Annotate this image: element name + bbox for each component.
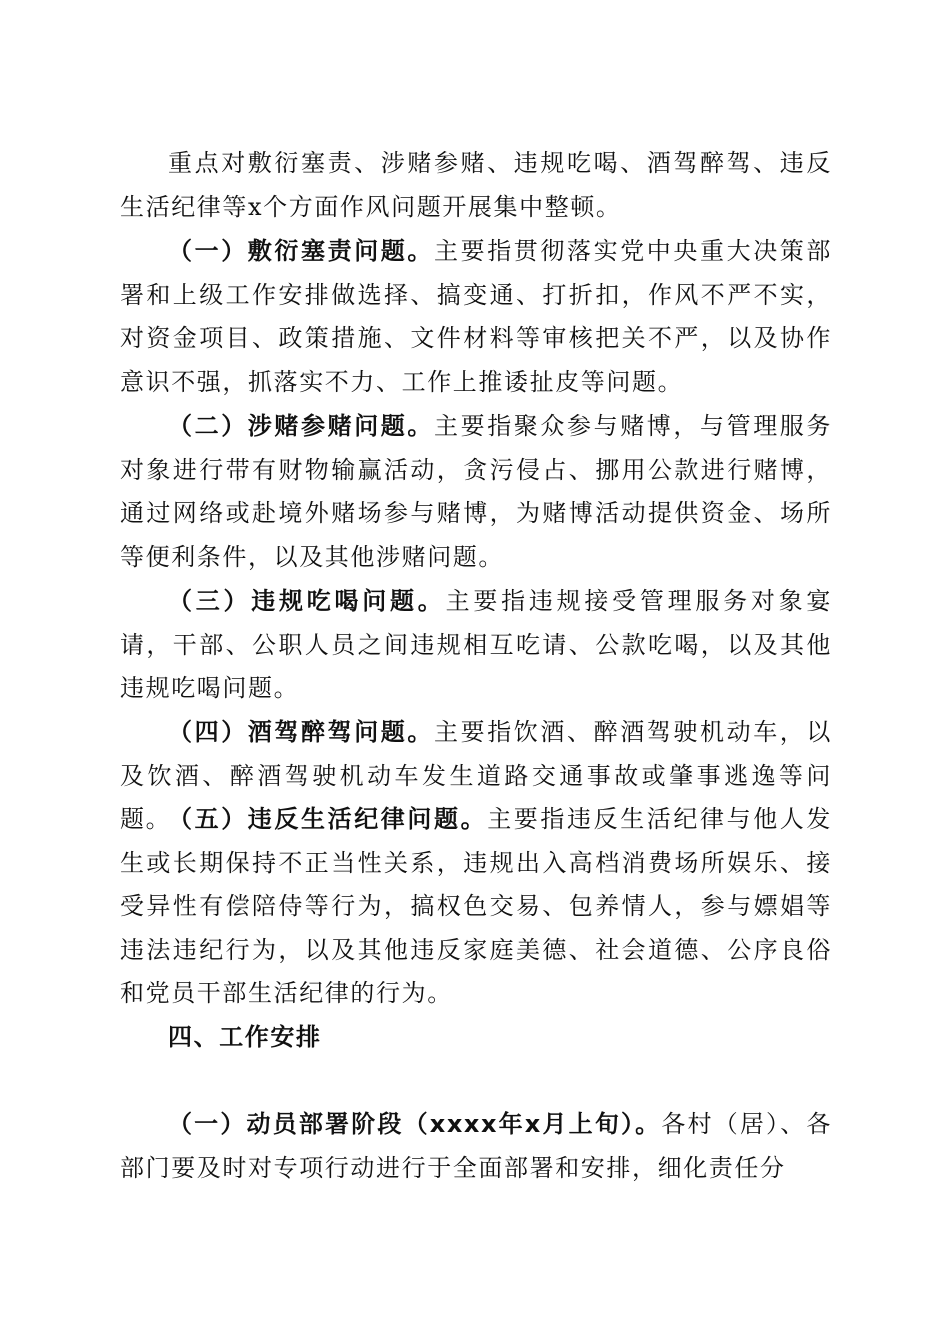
stage-1-body: 各村（居）、各部门要及时对专项行动进行于全面部署和安排，细化责任分 (120, 1110, 832, 1182)
section-heading: 四、工作安排 (168, 1023, 322, 1051)
item-2-body: 主要指聚众参与赌博，与管理服务对象进行带有财物输赢活动，贪污侵占、挪用公款进行赌博，通过网络或赴境外赌场参与赌博，为赌博活动提供资金、场所等便利条件，以及其他涉赌问题。 (120, 412, 832, 571)
item-2-paragraph (120, 405, 832, 579)
item-4-lead: （四）酒驾醉驾问题。 (168, 718, 434, 746)
item-5-body: 主要指违反生活纪律与他人发生或长期保持不正当性关系，违规出入高档消费场所娱乐、接受异性有偿陪侍等行为，搞权色交易、包养情人，参与嫖娼等违法违纪行为，以及其他违反家庭美德、社会道德、公序良俗和党员干部生活纪律的行为。 (120, 805, 832, 1007)
item-2-lead: （二）涉赌参赌问题。 (168, 412, 434, 440)
item-1-body: 主要指贯彻落实党中央重大决策部署和上级工作安排做选择、搞变通、打折扣，作风不严不实，对资金项目、政策措施、文件材料等审核把关不严，以及协作意识不强，抓落实不力、工作上推诿扯皮等问题。 (120, 237, 832, 396)
intro-text: 重点对敷衍塞责、涉赌参赌、违规吃喝、酒驾醉驾、违反生活纪律等x个方面作风问题开展集中整顿。 (120, 149, 832, 221)
stage-1-paragraph (120, 1103, 832, 1190)
item-3-paragraph (120, 580, 832, 711)
item-5-lead: （五）违反生活纪律问题。 (168, 805, 488, 833)
item-3-body: 主要指违规接受管理服务对象宴请，干部、公职人员之间违规相互吃请、公款吃喝，以及其他违规吃喝问题。 (120, 587, 832, 702)
item-1-paragraph (120, 230, 832, 404)
item-4-body: 主要指饮酒、醉酒驾驶机动车，以及饮酒、醉酒驾驶机动车发生道路交通事故或肇事逃逸等问题。 (120, 718, 832, 833)
item-3-lead: （三）违规吃喝问题。 (168, 587, 446, 615)
item-5-paragraph (120, 798, 832, 1016)
stage-1-lead: （一）动员部署阶段（xxxx年x月上旬）。 (168, 1110, 662, 1138)
intro-paragraph (120, 142, 832, 229)
item-1-lead: （一）敷衍塞责问题。 (168, 237, 434, 265)
